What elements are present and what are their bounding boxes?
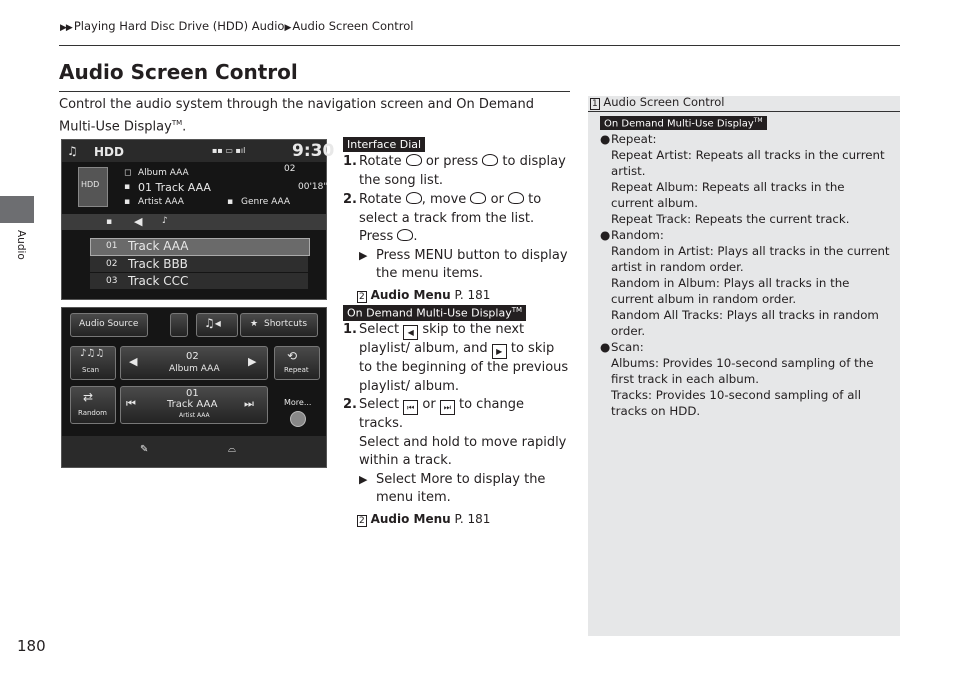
step-text: . (413, 229, 418, 244)
sub-term: Random in Album (611, 276, 716, 290)
list-num: 03 (106, 276, 118, 286)
press-dial-icon (397, 229, 413, 241)
music-icon: ♪ (162, 216, 168, 226)
hdd-icon: HDD (81, 180, 100, 189)
sub-item (600, 211, 890, 227)
music-note-icon: ♫ (67, 144, 78, 158)
scan-icon: ♪♫♫ (80, 348, 105, 359)
screen1-artist: Artist AAA (138, 197, 184, 207)
note-arrow-icon: ▶ (359, 248, 368, 262)
move-left-dial-icon (470, 192, 486, 204)
sub-desc: : Repeats all tracks in the current album. (611, 180, 845, 210)
screen1-source: HDD (94, 145, 124, 159)
track-name: Track AAA (167, 399, 218, 410)
screen1-genre: Genre AAA (241, 197, 291, 207)
artist-name: Artist AAA (179, 412, 210, 419)
step-text: Rotate (359, 154, 402, 169)
move-right-dial-icon (508, 192, 524, 204)
list-icon: ▪ (106, 217, 113, 227)
sub-desc: : Plays all tracks in the current artist in random order. (611, 244, 890, 274)
step-text: to skip to the beginning of the previous playlist/ album. (359, 341, 569, 394)
step-number: 2. (343, 192, 357, 207)
track-number: 01 (186, 388, 199, 399)
skip-back-icon: ⏮ (126, 397, 136, 410)
album-icon: ◻ (124, 168, 132, 178)
reference-title[interactable]: Audio Menu (370, 287, 451, 302)
side-tab (0, 196, 34, 223)
screen1-track: 01 Track AAA (138, 181, 211, 194)
item-title: Random (611, 228, 660, 242)
step-text: Rotate (359, 192, 402, 207)
genre-icon: ▪ (227, 197, 234, 207)
sidebar-heading (590, 95, 725, 109)
skip-back-icon: ⏮ (403, 400, 418, 415)
side-tab-label: Audio (15, 230, 27, 260)
note-text: button to display the menu items. (376, 247, 568, 281)
step-text: to display the song list. (359, 154, 566, 188)
sub-item (600, 355, 890, 387)
list-item: Track CCC (128, 274, 189, 288)
rotate-dial-icon (406, 192, 422, 204)
step-number: 1. (343, 322, 357, 337)
track-icon: ▪ (124, 182, 131, 192)
step-text: to change tracks. (359, 397, 525, 431)
intro-end: . (182, 119, 187, 135)
sub-term: Repeat Album (611, 180, 695, 194)
sound-icon: ♫◂ (204, 316, 221, 330)
step-text: Select (359, 397, 400, 412)
sub-term: Repeat Artist (611, 148, 688, 162)
skip-forward-icon: ⏭ (440, 400, 455, 415)
more-button: More... (284, 398, 312, 407)
next-album-icon: ▶ (248, 355, 257, 368)
reference-page[interactable]: P. 181 (454, 511, 491, 526)
repeat-button: Repeat (284, 366, 309, 374)
screen1-clock: 9:30 (292, 141, 335, 161)
page-number: 180 (17, 637, 46, 655)
step-text: skip to the next playlist/ album, and (359, 322, 525, 356)
breadcrumb (60, 19, 413, 33)
step-text: or (490, 192, 504, 207)
breadcrumb-part2[interactable]: Audio Screen Control (292, 19, 414, 33)
intro-body: Control the audio system through the navigation screen and On Demand Multi-Use Display (59, 97, 534, 135)
sub-desc: : Plays all tracks in the current album in random order. (611, 276, 850, 306)
screen1-album: Album AAA (138, 168, 189, 178)
reference-icon: 2 (359, 515, 365, 526)
step-text: Select and hold to move rapidly within a track. (359, 434, 567, 468)
sub-item (600, 275, 890, 307)
audio-menu-reference[interactable] (343, 510, 569, 531)
on-demand-label-tm: TM (511, 306, 523, 314)
sub-term: Albums (611, 356, 655, 370)
repeat-icon: ⟲ (287, 349, 298, 363)
step-text: or (422, 397, 436, 412)
reference-title[interactable]: Audio Menu (370, 511, 451, 526)
note-text: Select (376, 471, 417, 487)
press-dial-icon (482, 154, 498, 166)
step-text: Select (359, 322, 400, 337)
breadcrumb-separator: ▶ (284, 23, 291, 33)
sidebar-rule (588, 111, 900, 112)
navigation-screen-image (61, 139, 335, 300)
random-icon: ⇄ (83, 390, 94, 404)
mode-icon: ✎ (140, 444, 149, 455)
rotate-dial-icon (406, 154, 422, 166)
sub-desc: : Repeats the current track. (687, 212, 850, 226)
audio-source-button: Audio Source (79, 319, 139, 329)
skip-forward-icon: ⏭ (244, 397, 254, 410)
more-item-name: More (420, 471, 453, 487)
note-text: to display the menu item. (376, 471, 546, 505)
status-icons: ▪▪ ▭ ▪ıl (212, 146, 246, 155)
on-demand-display-steps (343, 321, 569, 530)
sidebar-body (600, 131, 890, 419)
sub-item (600, 147, 890, 179)
audio-menu-reference[interactable] (343, 286, 569, 307)
menu-button-name: MENU (414, 247, 454, 263)
sidebar-label-tm: TM (753, 117, 763, 124)
step-text: or press (425, 154, 479, 169)
back-arrow-icon: ◀ (134, 215, 143, 228)
breadcrumb-arrows: ▶▶ (60, 23, 72, 33)
on-demand-label-text: On Demand Multi-Use Display (347, 306, 512, 320)
reference-page[interactable]: P. 181 (454, 287, 491, 302)
album-name: Album AAA (169, 364, 220, 374)
sub-item (600, 387, 890, 419)
title-rule (59, 91, 570, 92)
on-demand-display-image (61, 307, 327, 468)
item-title: Repeat (611, 132, 653, 146)
sub-desc: : Plays all tracks in random order. (611, 308, 879, 338)
prev-icon: ◀ (403, 325, 418, 340)
item-title: Scan (611, 340, 640, 354)
screen1-track-number: 02 (284, 164, 296, 174)
step-number: 2. (343, 397, 357, 412)
sub-term: Tracks (611, 388, 649, 402)
list-item: Track BBB (128, 257, 188, 271)
sub-term: Random in Artist (611, 244, 710, 258)
sidebar-ref-icon: 1 (592, 99, 598, 109)
header-rule (59, 45, 900, 46)
album-number: 02 (186, 351, 199, 362)
step-text: to select a track from the list. Press (359, 192, 542, 244)
step-text: , move (421, 192, 467, 207)
sub-item (600, 243, 890, 275)
sub-item (600, 307, 890, 339)
sub-item (600, 179, 890, 211)
breadcrumb-part1[interactable]: Playing Hard Disc Drive (HDD) Audio (73, 19, 285, 33)
sub-desc: : Provides 10-second sampling of all tracks on HDD. (611, 388, 861, 418)
sidebar-label-text: On Demand Multi-Use Display (604, 118, 754, 130)
sidebar-item-random: ● Random: (600, 228, 664, 242)
sidebar-label (600, 116, 767, 130)
sub-desc: : Provides 10-second sampling of the first track in each album. (611, 356, 874, 386)
list-item: Track AAA (128, 239, 189, 253)
interface-dial-label: Interface Dial (343, 137, 425, 152)
page-title: Audio Screen Control (59, 60, 298, 84)
scan-button: Scan (82, 366, 100, 374)
sidebar-item-scan: ● Scan: (600, 340, 644, 354)
on-demand-display-label (343, 305, 526, 321)
random-button: Random (78, 409, 107, 417)
list-num: 01 (106, 241, 118, 251)
reference-icon: 2 (359, 291, 365, 302)
artist-icon: ▪ (124, 197, 131, 207)
sub-term: Random All Tracks (611, 308, 719, 322)
prev-album-icon: ◀ (129, 355, 138, 368)
car-icon: ⌓ (228, 444, 236, 455)
shortcuts-button: Shortcuts (264, 319, 308, 329)
sidebar-item-repeat: ● Repeat: (600, 132, 657, 146)
intro-tm: TM (171, 119, 183, 127)
note-arrow-icon: ▶ (359, 472, 368, 486)
intro-text (59, 95, 574, 136)
sub-desc: : Repeats all tracks in the current artist. (611, 148, 885, 178)
note-text: Press (376, 247, 411, 263)
screen1-elapsed: 00'18" (298, 182, 328, 192)
interface-dial-steps (343, 153, 569, 306)
sidebar-heading-text: Audio Screen Control (603, 95, 725, 109)
step-number: 1. (343, 154, 357, 169)
next-icon: ▶ (492, 344, 507, 359)
list-num: 02 (106, 259, 118, 269)
sub-term: Repeat Track (611, 212, 688, 226)
star-icon: ★ (250, 319, 259, 329)
